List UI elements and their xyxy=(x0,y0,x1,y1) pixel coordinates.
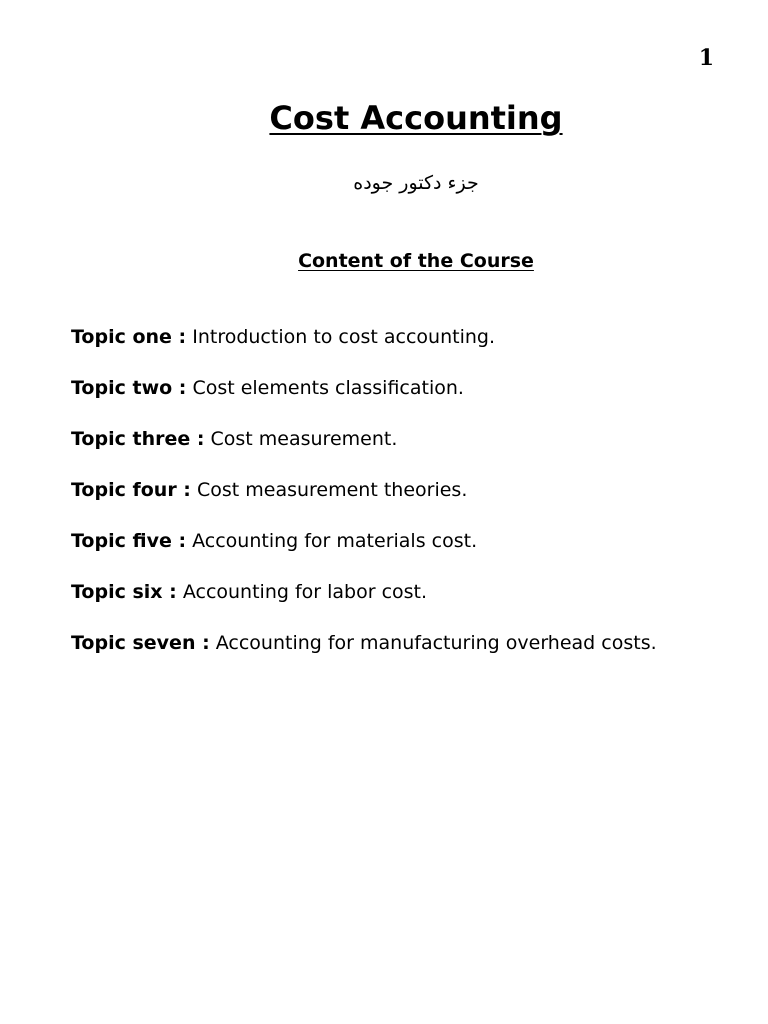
topic-text: Accounting for materials cost. xyxy=(192,530,478,552)
arabic-subtitle: جزء دكتور جوده xyxy=(353,172,479,194)
topic-text: Accounting for labor cost. xyxy=(182,581,428,603)
section-heading: Content of the Course xyxy=(298,250,534,272)
topic-item xyxy=(71,375,751,401)
topic-item xyxy=(71,630,751,656)
topic-text: Introduction to cost accounting. xyxy=(192,326,496,348)
topic-text: Cost measurement. xyxy=(210,428,398,450)
topic-label: Topic seven : xyxy=(71,632,210,654)
topic-item xyxy=(71,528,751,554)
topic-item xyxy=(71,426,751,452)
topic-label: Topic four : xyxy=(71,479,191,501)
topic-list xyxy=(71,324,751,681)
topic-label: Topic one : xyxy=(71,326,187,348)
topic-item xyxy=(71,579,751,605)
topic-item xyxy=(71,477,751,503)
topic-text: Cost elements classification. xyxy=(192,377,464,399)
topic-item xyxy=(71,324,751,350)
topic-label: Topic five : xyxy=(71,530,187,552)
topic-label: Topic three : xyxy=(71,428,205,450)
page-number: 1 xyxy=(698,45,714,71)
topic-label: Topic six : xyxy=(71,581,177,603)
topic-text: Accounting for manufacturing overhead costs. xyxy=(215,632,657,654)
document-title: Cost Accounting xyxy=(269,99,563,137)
topic-text: Cost measurement theories. xyxy=(196,479,468,501)
topic-label: Topic two : xyxy=(71,377,187,399)
